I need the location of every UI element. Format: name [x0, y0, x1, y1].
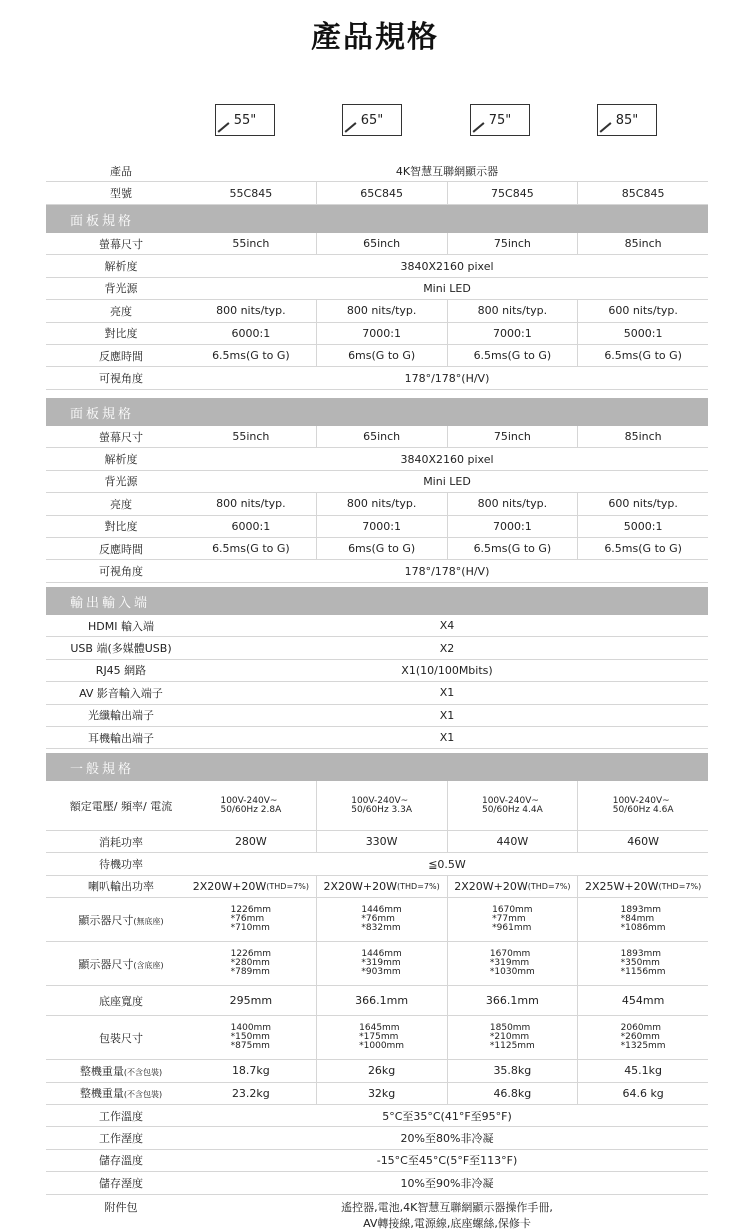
row-label — [46, 956, 186, 972]
product-value: 4K智慧互聯網顯示器 — [395, 164, 499, 178]
line: *319mm — [361, 958, 401, 969]
spec-row — [46, 278, 708, 300]
row-label: 反應時間 — [99, 349, 143, 363]
general-block — [46, 753, 708, 1230]
size-icons — [0, 104, 750, 138]
line: *710mm — [230, 923, 270, 934]
cell-value: 800 nits/typ. — [316, 300, 447, 321]
row-label: 反應時間 — [99, 542, 143, 556]
cell-value: 6.5ms(G to G) — [577, 538, 708, 559]
row-label — [46, 1063, 186, 1079]
line: *875mm — [230, 1041, 270, 1052]
row-label: 底座寬度 — [99, 994, 143, 1008]
cell-value: 65inch — [316, 426, 447, 447]
section-header: 一般規格 — [46, 753, 708, 781]
section-header: 面板規格 — [46, 205, 708, 233]
cell-value — [186, 1199, 708, 1230]
cell-value: 440W — [447, 831, 578, 852]
row-label: 儲存溫度 — [99, 1154, 143, 1168]
line: 50/60Hz 4.6A — [612, 804, 674, 815]
cell-value — [186, 781, 316, 830]
line: 1400mm — [230, 1023, 272, 1034]
row-label: 可視角度 — [99, 565, 143, 579]
line: *1086mm — [620, 923, 666, 934]
cell-value: 330W — [316, 831, 447, 852]
cell-value: 6.5ms(G to G) — [447, 345, 578, 366]
spec-row — [46, 853, 708, 875]
cell-value: 6000:1 — [231, 519, 271, 533]
cell-value: 5000:1 — [577, 323, 708, 344]
line: 1226mm — [230, 905, 272, 916]
spec-row — [46, 1150, 708, 1172]
cell-value: X1 — [439, 731, 455, 745]
line: 1446mm — [361, 949, 402, 960]
row-label: 額定電壓/ 頻率/ 電流 — [69, 799, 173, 813]
cell-value: 6ms(G to G) — [316, 538, 447, 559]
spec-row — [46, 233, 708, 255]
spec-row — [46, 516, 708, 538]
section-header: 面板規格 — [46, 398, 708, 426]
row-label: 對比度 — [104, 327, 138, 341]
line: *1325mm — [620, 1041, 666, 1052]
cell-value: 6.5ms(G to G) — [212, 349, 290, 363]
line: 50/60Hz 3.3A — [351, 804, 412, 815]
label-note: (含底座) — [133, 960, 164, 970]
cell-value — [186, 898, 316, 941]
row-label: 消耗功率 — [99, 835, 143, 849]
model-value: 55C845 — [229, 186, 273, 200]
cell-value: 5°C至35°C(41°F至95°F) — [382, 1109, 512, 1123]
line: *1156mm — [620, 967, 666, 978]
cell-value — [316, 898, 447, 941]
cell-value: 26kg — [316, 1060, 447, 1081]
cell-value: 454mm — [577, 986, 708, 1015]
cell-value: Mini LED — [423, 474, 471, 488]
spec-row — [46, 1127, 708, 1149]
line: 100V-240V~ — [351, 795, 409, 806]
cell-value: 64.6 kg — [577, 1083, 708, 1104]
line: *77mm — [492, 914, 526, 925]
panel-spec-block-2 — [46, 398, 708, 583]
cell-value: -15°C至45°C(5°F至113°F) — [376, 1154, 518, 1168]
label-note: (不含包裝) — [123, 1090, 163, 1100]
line: 100V-240V~ — [612, 795, 670, 806]
cell-value — [316, 781, 447, 830]
cell-value: 7000:1 — [316, 516, 447, 537]
line: *319mm — [489, 958, 530, 969]
spec-row — [46, 1105, 708, 1127]
spec-row — [46, 255, 708, 277]
row-label: 解析度 — [104, 453, 138, 467]
line: 1446mm — [361, 905, 402, 916]
cell-value: 45.1kg — [577, 1060, 708, 1081]
cell-value — [186, 1016, 316, 1059]
label-main: 顯示器尺寸 — [78, 913, 134, 927]
cell-value: 800 nits/typ. — [216, 497, 286, 511]
row-label: 亮度 — [110, 304, 132, 318]
row-label: 亮度 — [110, 497, 132, 511]
label-main: 整機重量 — [79, 1087, 124, 1101]
line: 1645mm — [359, 1023, 400, 1034]
line: 1893mm — [620, 905, 662, 916]
io-block — [46, 587, 708, 749]
value-note: (THD=7%) — [527, 881, 571, 891]
row-label — [46, 1085, 186, 1101]
cell-value: 18.7kg — [231, 1064, 270, 1078]
row-label: 背光源 — [104, 282, 138, 296]
cell-value: 178°/178°(H/V) — [404, 564, 490, 578]
cell-value: 85inch — [577, 426, 708, 447]
spec-row — [46, 705, 708, 727]
row-label: 喇叭輸出功率 — [88, 880, 154, 894]
line: *350mm — [620, 958, 660, 969]
cell-value — [316, 1016, 447, 1059]
cell-value: 7000:1 — [316, 323, 447, 344]
model-label: 型號 — [110, 187, 132, 201]
line: *84mm — [620, 914, 655, 925]
cell-value: 800 nits/typ. — [316, 493, 447, 514]
spec-row — [46, 1172, 708, 1194]
accessory-line: 遙控器,電池,4K智慧互聯網顯示器操作手冊, — [341, 1200, 553, 1214]
cell-value: 55inch — [232, 430, 270, 444]
row-label: 工作溼度 — [99, 1132, 143, 1146]
cell-value: 800 nits/typ. — [447, 493, 578, 514]
cell-value: 75inch — [447, 233, 578, 254]
cell-value: 6ms(G to G) — [316, 345, 447, 366]
spec-row — [46, 615, 708, 637]
spec-row — [46, 367, 708, 389]
row-label: 背光源 — [104, 475, 138, 489]
cell-value — [577, 898, 708, 941]
cell-value: 75inch — [447, 426, 578, 447]
cell-value — [186, 876, 316, 897]
line: 1670mm — [492, 905, 533, 916]
accessory-line: AV轉接線,電源線,底座螺絲,保修卡 — [363, 1216, 531, 1230]
row-label — [46, 912, 186, 928]
spec-row — [46, 1195, 708, 1230]
cell-value: 10%至90%非冷凝 — [400, 1176, 494, 1190]
cell-value: 65inch — [316, 233, 447, 254]
spec-row — [46, 560, 708, 582]
tv-size-85-icon: 85" — [597, 104, 657, 136]
cell-value: ≦0.5W — [428, 857, 466, 871]
cell-value — [577, 876, 708, 897]
spec-row — [46, 682, 708, 704]
line: *210mm — [489, 1032, 530, 1043]
spec-row — [46, 345, 708, 367]
cell-value: 7000:1 — [447, 516, 578, 537]
model-value: 65C845 — [316, 182, 447, 203]
cell-value: 366.1mm — [316, 986, 447, 1015]
row-label: 螢幕尺寸 — [99, 237, 143, 251]
model-row — [46, 182, 708, 204]
spec-row — [46, 942, 708, 986]
row-label: 螢幕尺寸 — [99, 430, 143, 444]
row-label: 對比度 — [104, 520, 138, 534]
cell-value: 6.5ms(G to G) — [212, 542, 290, 556]
cell-value — [186, 942, 316, 985]
cell-value: 20%至80%非冷凝 — [400, 1132, 494, 1146]
spec-row — [46, 426, 708, 448]
line: 1226mm — [230, 949, 272, 960]
cell-value: 35.8kg — [447, 1060, 578, 1081]
cell-value: 46.8kg — [447, 1083, 578, 1104]
cell-value: 178°/178°(H/V) — [404, 371, 490, 385]
cell-value: Mini LED — [423, 281, 471, 295]
row-label: 解析度 — [104, 260, 138, 274]
cell-value: 85inch — [577, 233, 708, 254]
row-label: 包裝尺寸 — [99, 1031, 143, 1045]
cell-value: 800 nits/typ. — [447, 300, 578, 321]
line: *280mm — [230, 958, 270, 969]
product-label: 產品 — [110, 164, 132, 178]
spec-row — [46, 898, 708, 942]
line: *150mm — [230, 1032, 270, 1043]
cell-value: 32kg — [316, 1083, 447, 1104]
spec-row — [46, 1016, 708, 1060]
tv-size-55-icon: 55" — [215, 104, 275, 136]
row-label: 附件包 — [104, 1200, 138, 1214]
value-note: (THD=7%) — [266, 881, 309, 891]
cell-value — [447, 1016, 578, 1059]
line: *1125mm — [489, 1041, 535, 1052]
line: *1000mm — [359, 1041, 405, 1052]
line: *260mm — [620, 1032, 660, 1043]
value-note: (THD=7%) — [397, 881, 440, 891]
cell-value: 6000:1 — [231, 326, 271, 340]
label-note: (不含包裝) — [123, 1067, 163, 1077]
spec-row — [46, 1060, 708, 1082]
model-value: 85C845 — [577, 182, 708, 203]
row-label: AV 影音輸入端子 — [79, 686, 163, 700]
spec-row — [46, 493, 708, 515]
spec-row — [46, 637, 708, 659]
spec-row — [46, 323, 708, 345]
row-label: 光纖輸出端子 — [88, 709, 154, 723]
cell-value — [316, 876, 447, 897]
row-label: HDMI 輸入端 — [88, 619, 154, 633]
product-row — [46, 160, 708, 182]
line: 50/60Hz 2.8A — [220, 804, 282, 815]
line: 100V-240V~ — [481, 795, 539, 806]
value-note: (THD=7%) — [658, 881, 702, 891]
spec-row — [46, 727, 708, 749]
tv-size-65-icon: 65" — [342, 104, 402, 136]
tv-size-75-icon: 75" — [470, 104, 530, 136]
row-label: 儲存溼度 — [99, 1176, 143, 1190]
row-label: 待機功率 — [99, 858, 143, 872]
line: *1030mm — [489, 967, 535, 978]
row-label: 可視角度 — [99, 372, 143, 386]
row-label: 工作溫度 — [99, 1109, 143, 1123]
cell-value: 6.5ms(G to G) — [577, 345, 708, 366]
spec-row — [46, 831, 708, 853]
cell-value: 23.2kg — [231, 1086, 270, 1100]
cell-value: X2 — [439, 641, 455, 655]
cell-value: 295mm — [229, 994, 273, 1008]
spec-row — [46, 986, 708, 1016]
line: 1670mm — [489, 949, 531, 960]
line: *175mm — [359, 1032, 399, 1043]
cell-value: 7000:1 — [447, 323, 578, 344]
row-label: RJ45 網路 — [95, 664, 147, 678]
cell-value: 3840X2160 pixel — [400, 452, 494, 466]
spec-row — [46, 1083, 708, 1105]
page-title: 產品規格 — [311, 20, 439, 55]
cell-value: 800 nits/typ. — [216, 304, 286, 318]
cell-value: 600 nits/typ. — [577, 493, 708, 514]
cell-value: 55inch — [232, 237, 270, 251]
line: *76mm — [230, 914, 265, 925]
cell-value — [447, 876, 578, 897]
cell-value: 3840X2160 pixel — [400, 259, 494, 273]
cell-value: X1 — [439, 686, 455, 700]
line: 1893mm — [620, 949, 662, 960]
cell-value — [447, 781, 578, 830]
line: *961mm — [492, 923, 532, 934]
spec-row — [46, 876, 708, 898]
spec-row — [46, 660, 708, 682]
cell-value: 366.1mm — [447, 986, 578, 1015]
value-main: 2X20W+20W — [192, 879, 267, 893]
cell-value: X1(10/100Mbits) — [401, 663, 493, 677]
spec-row — [46, 471, 708, 493]
cell-value: X4 — [439, 619, 455, 633]
spec-row — [46, 538, 708, 560]
model-value: 75C845 — [447, 182, 578, 203]
cell-value: X1 — [439, 708, 455, 722]
line: 50/60Hz 4.4A — [481, 804, 543, 815]
line: 100V-240V~ — [220, 795, 278, 806]
panel-spec-block-1 — [46, 205, 708, 390]
cell-value: 600 nits/typ. — [577, 300, 708, 321]
cell-value: 6.5ms(G to G) — [447, 538, 578, 559]
value-main: 2X25W+20W — [585, 879, 659, 893]
cell-value: 5000:1 — [577, 516, 708, 537]
label-main: 顯示器尺寸 — [78, 957, 134, 971]
spec-row — [46, 448, 708, 470]
spec-row — [46, 781, 708, 831]
cell-value — [316, 942, 447, 985]
row-label: USB 端(多媒體USB) — [70, 642, 172, 656]
line: *76mm — [361, 914, 395, 925]
basic-block — [46, 160, 708, 205]
line: *789mm — [230, 967, 270, 978]
cell-value — [577, 942, 708, 985]
line: 2060mm — [620, 1023, 662, 1034]
cell-value — [447, 942, 578, 985]
cell-value — [577, 781, 708, 830]
spec-row — [46, 300, 708, 322]
row-label: 耳機輸出端子 — [88, 731, 154, 745]
value-main: 2X20W+20W — [454, 879, 528, 893]
cell-value: 280W — [234, 835, 267, 849]
cell-value — [577, 1016, 708, 1059]
line: *903mm — [361, 967, 401, 978]
value-main: 2X20W+20W — [323, 879, 398, 893]
section-header: 輸出輸入端 — [46, 587, 708, 615]
label-note: (無底座) — [133, 916, 164, 926]
label-main: 整機重量 — [79, 1064, 124, 1078]
cell-value: 460W — [577, 831, 708, 852]
line: 1850mm — [489, 1023, 531, 1034]
cell-value — [447, 898, 578, 941]
line: *832mm — [361, 923, 401, 934]
